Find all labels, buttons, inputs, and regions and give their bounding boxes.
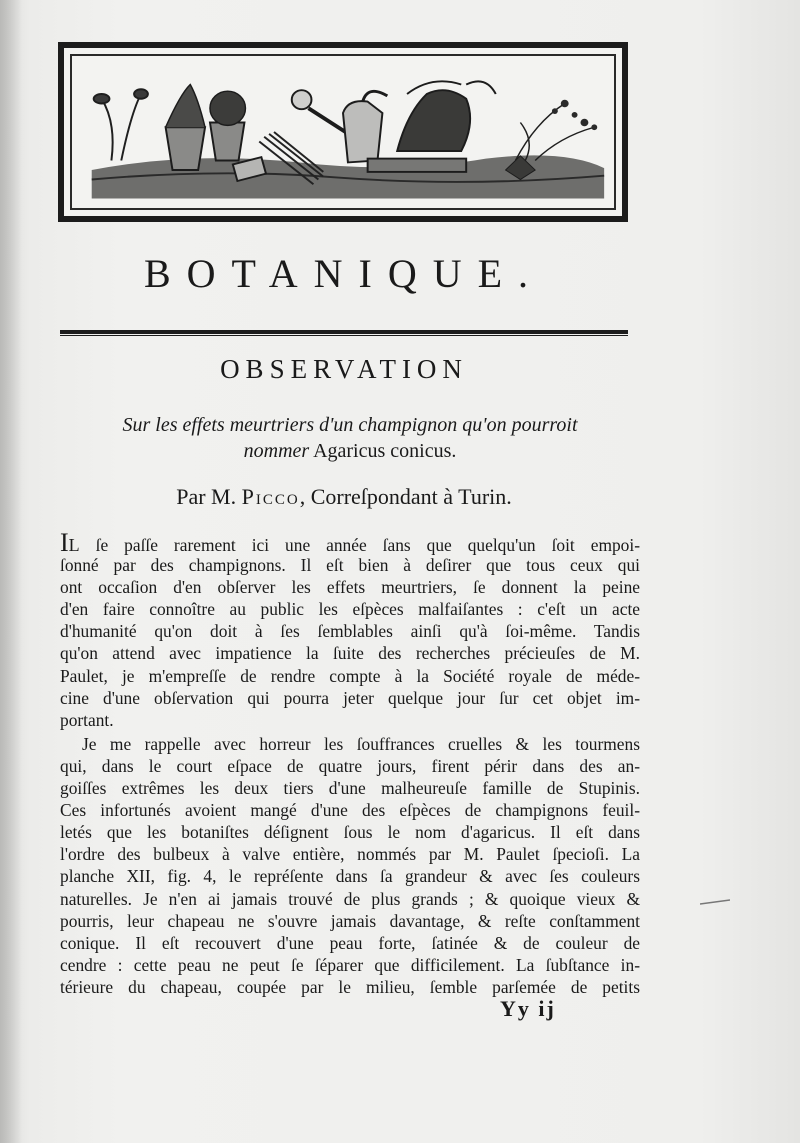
body-line: Je me rappelle avec horreur les ſouffrances cruelles & les tourmens bbox=[82, 733, 640, 754]
body-line: naturelles. Je n'en ai jamais trouvé de plus grands ; & quoique vieux & bbox=[60, 888, 640, 909]
body-line: d'en faire connoître au public les eſpèces malfaiſantes : c'eſt un acte bbox=[60, 599, 640, 620]
section-title: BOTANIQUE. bbox=[143, 251, 545, 296]
subtitle-line-2 bbox=[60, 438, 640, 464]
ink-blemish bbox=[700, 898, 730, 906]
author-prefix: Par M. bbox=[176, 484, 237, 509]
body-line: Il ſe paſſe rarement ici une année ſans que quelqu'un ſoit empoi- bbox=[60, 528, 640, 557]
author-suffix: , Correſpondant à Turin. bbox=[299, 484, 512, 509]
subtitle-line-1: Sur les effets meurtriers d'un champignon qu'on pourroit bbox=[122, 414, 578, 436]
body-line: ont occaſion d'en obſerver les effets meurtriers, ſe donnent la peine bbox=[60, 577, 640, 598]
species-name: Agaricus conicus. bbox=[313, 440, 457, 462]
engraved-headpiece bbox=[58, 42, 628, 222]
body-line: l'ordre des bulbeux à valve entière, nommés par M. Paulet ſpecioſi. La bbox=[60, 844, 640, 865]
body-line: cine d'une obſervation qui pourra jeter quelque jour ſur cet objet im- bbox=[60, 687, 640, 708]
body-line: planche XII, fig. 4, le repréſente dans ſa grandeur & avec ſes couleurs bbox=[60, 866, 640, 887]
body-line: cendre : cette peau ne peut ſe ſéparer que difficilement. La ſubſtance in- bbox=[60, 954, 640, 975]
body-line: conique. Il eſt recouvert d'une peau forte, ſatinée & de couleur de bbox=[60, 932, 640, 953]
body-line: ſonné par des champignons. Il eſt bien à deſirer que tous ceux qui bbox=[60, 555, 640, 576]
observation-title: OBSERVATION bbox=[220, 354, 468, 384]
body-line: letés que les botaniſtes déſignent ſous le nom d'agaricus. Il eſt dans bbox=[60, 822, 640, 843]
body-line: goiſſes extrêmes les deux tiers d'une malheureuſe famille de Stupinis. bbox=[60, 778, 640, 799]
drop-cap: Il bbox=[60, 528, 80, 557]
body-line: Ces infortunés avoient mangé d'une des eſpèces de champignons feuil- bbox=[60, 800, 640, 821]
headpiece-frame bbox=[70, 54, 616, 210]
body-line: qui, dans le court eſpace de quatre jours, firent périr dans des an- bbox=[60, 755, 640, 776]
body-line: pourris, leur chapeau ne s'ouvre jamais davantage, & reſte conſtamment bbox=[60, 910, 640, 931]
gutter-shadow bbox=[0, 0, 22, 1143]
body-line: d'humanité qu'on doit à ſes ſemblables ainſi qu'à ſoi-même. Tandis bbox=[60, 621, 640, 642]
subtitle-italic: nommer bbox=[243, 440, 310, 462]
garden-still-life-illustration bbox=[72, 56, 614, 208]
body-line: qu'on attend avec impatience la ſuite des recherches précieuſes de M. bbox=[60, 643, 640, 664]
article-subtitle bbox=[60, 412, 640, 464]
author-name: Picco bbox=[241, 484, 300, 509]
body-line: térieure du chapeau, coupée par le milieu, ſemble parſemée de petits bbox=[60, 976, 640, 997]
signature-mark: Yy ij bbox=[500, 996, 556, 1021]
body-line: portant. bbox=[60, 709, 114, 730]
author-byline bbox=[60, 484, 628, 510]
double-rule-divider bbox=[60, 330, 628, 336]
article-body bbox=[60, 528, 640, 998]
body-line: Paulet, je m'empreſſe de rendre compte à la Société royale de méde- bbox=[60, 665, 640, 686]
